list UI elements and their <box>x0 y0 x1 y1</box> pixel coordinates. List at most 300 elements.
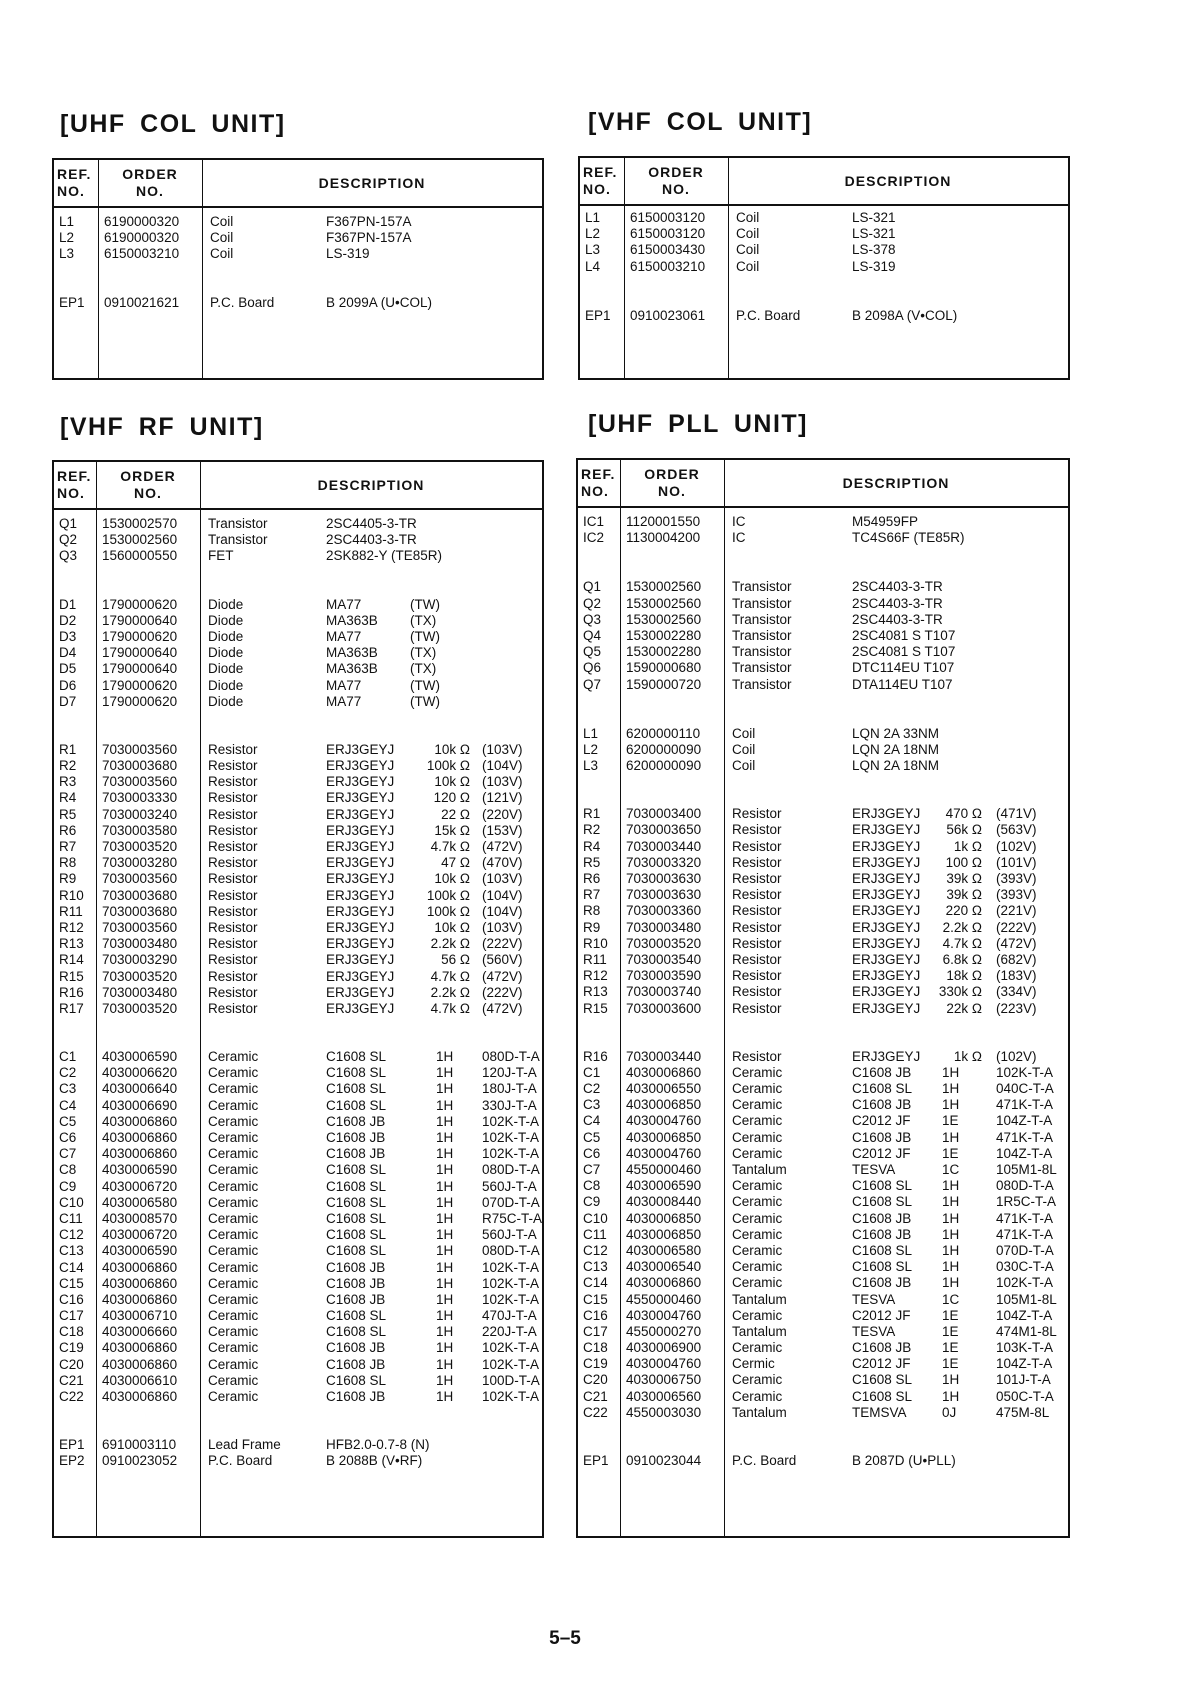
part-number: C1608 SL <box>326 1324 387 1340</box>
part-type: Ceramic <box>208 1259 259 1275</box>
order-no: 7030003240 <box>102 806 178 822</box>
part-type: FET <box>208 548 234 564</box>
table-row <box>578 1097 1068 1113</box>
table-row <box>54 1065 542 1081</box>
table-row <box>578 839 1068 855</box>
header-order <box>620 466 724 500</box>
order-no: 4030006900 <box>626 1340 702 1356</box>
order-no: 4030006690 <box>102 1097 178 1113</box>
order-no: 7030003560 <box>102 919 178 935</box>
part-code: 560J-T-A <box>482 1178 537 1194</box>
order-no: 7030003400 <box>626 806 702 822</box>
order-no: 4030006610 <box>102 1372 178 1388</box>
ref-no: C4 <box>583 1113 601 1129</box>
part-code: 1R5C-T-A <box>996 1194 1057 1210</box>
part-value: 1E <box>942 1307 959 1323</box>
table-row <box>54 1373 542 1389</box>
part-number: MA77 <box>326 628 362 644</box>
part-value: 1H <box>942 1194 960 1210</box>
order-no: 4030006860 <box>102 1259 178 1275</box>
ref-no: L1 <box>583 725 599 741</box>
part-type: Transistor <box>732 611 792 627</box>
ref-no: D5 <box>59 661 77 677</box>
part-type: Ceramic <box>208 1146 259 1162</box>
part-type: Resistor <box>732 854 782 870</box>
table-row <box>54 214 542 230</box>
part-value: 1H <box>436 1291 454 1307</box>
order-no: 4030006860 <box>102 1275 178 1291</box>
part-code: 104Z-T-A <box>996 1113 1053 1129</box>
part-value: 15k Ω <box>434 822 470 838</box>
part-value: 1H <box>436 1065 454 1081</box>
table-row <box>578 596 1068 612</box>
part-number: ERJ3GEYJ <box>326 936 395 952</box>
order-no: 7030003650 <box>626 822 702 838</box>
order-no: 4030006540 <box>626 1259 702 1275</box>
order-no: 4550003030 <box>626 1404 702 1420</box>
part-type: Ceramic <box>208 1227 259 1243</box>
ref-no: C10 <box>59 1194 84 1210</box>
part-code: (393V) <box>996 887 1037 903</box>
ref-no: R9 <box>59 871 77 887</box>
part-code: 104Z-T-A <box>996 1307 1053 1323</box>
part-code: 102K-T-A <box>482 1389 540 1404</box>
order-no: 7030003680 <box>102 887 178 903</box>
part-number: ERJ3GEYJ <box>852 968 921 984</box>
part-code: 471K-T-A <box>996 1129 1054 1145</box>
ref-no: EP2 <box>59 1453 85 1469</box>
header-order-line2: NO. <box>136 183 164 199</box>
parts-list <box>54 516 542 1470</box>
table-row <box>54 1340 542 1356</box>
part-number: ERJ3GEYJ <box>852 806 921 822</box>
page-number: 5–5 <box>549 1628 581 1649</box>
table-row <box>578 1372 1068 1388</box>
table-row <box>578 1389 1068 1405</box>
order-no: 7030003440 <box>626 838 702 854</box>
part-code: (472V) <box>996 935 1037 951</box>
part-number: C1608 SL <box>852 1372 913 1388</box>
part-number: 2SC4403-3-TR <box>852 611 943 627</box>
table-row <box>578 1227 1068 1243</box>
part-number: C1608 JB <box>326 1340 386 1356</box>
ref-no: R3 <box>59 774 77 790</box>
header-order <box>624 164 728 198</box>
order-no: 6190000320 <box>104 230 180 246</box>
part-value: 1H <box>436 1049 454 1065</box>
order-no: 1530002570 <box>102 516 178 531</box>
ref-no: C6 <box>59 1130 77 1145</box>
part-type: Transistor <box>732 627 792 643</box>
table-row <box>578 984 1068 1000</box>
vhf-col-table <box>578 156 1070 380</box>
part-value: 10k Ω <box>434 919 470 935</box>
part-number: C1608 SL <box>326 1049 387 1065</box>
ref-no: R1 <box>583 806 601 822</box>
part-type: IC <box>732 514 746 529</box>
ref-no: C18 <box>583 1340 608 1356</box>
ref-no: C21 <box>59 1372 84 1388</box>
order-no: 6190000320 <box>104 214 180 229</box>
part-number: C1608 JB <box>326 1146 386 1162</box>
part-value: 2.2k Ω <box>430 984 470 1000</box>
part-value: 1H <box>436 1340 454 1356</box>
table-row <box>54 1162 542 1178</box>
part-type: Ceramic <box>732 1178 783 1194</box>
part-number: ERJ3GEYJ <box>326 887 395 903</box>
table-row <box>578 1162 1068 1178</box>
table-row <box>54 597 542 613</box>
ref-no: C12 <box>59 1227 84 1243</box>
table-row <box>54 985 542 1001</box>
part-code: 474M1-8L <box>996 1323 1057 1339</box>
order-no: 6150003210 <box>104 246 180 262</box>
part-value: 1H <box>436 1372 454 1388</box>
part-type: Coil <box>732 741 756 757</box>
ref-no: D1 <box>59 596 77 612</box>
part-value: 330k Ω <box>938 984 982 1000</box>
order-no: 7030003560 <box>102 871 178 887</box>
ref-no: IC1 <box>583 514 605 529</box>
part-number: ERJ3GEYJ <box>852 854 921 870</box>
ref-no: R14 <box>59 952 84 968</box>
order-no: 7030003480 <box>102 936 178 952</box>
part-code: 102K-T-A <box>996 1064 1054 1080</box>
part-type: Ceramic <box>208 1210 259 1226</box>
part-number: ERJ3GEYJ <box>326 790 395 806</box>
part-type: Ceramic <box>732 1372 783 1388</box>
order-no: 6200000090 <box>626 741 702 757</box>
part-number: ERJ3GEYJ <box>326 919 395 935</box>
order-no: 4030006590 <box>102 1243 178 1259</box>
ref-no: R9 <box>583 919 601 935</box>
part-code: 102K-T-A <box>996 1275 1054 1291</box>
part-code: (222V) <box>996 919 1037 935</box>
part-number: ERJ3GEYJ <box>852 1000 921 1016</box>
part-number: M54959FP <box>852 514 919 529</box>
part-value: 1H <box>436 1113 454 1129</box>
ref-no: R16 <box>583 1048 608 1064</box>
ref-no: Q2 <box>59 532 78 548</box>
part-type: Ceramic <box>208 1372 259 1388</box>
part-code: (104V) <box>482 887 523 903</box>
part-type: Ceramic <box>208 1356 259 1372</box>
part-value: 1H <box>942 1226 960 1242</box>
part-type: Tantalum <box>732 1323 787 1339</box>
uhf-col-table <box>52 158 544 380</box>
part-type: Coil <box>736 242 760 258</box>
part-type: Tantalum <box>732 1162 787 1177</box>
part-type: Resistor <box>732 984 782 1000</box>
header-order-line1: ORDER <box>648 164 704 180</box>
ref-no: R2 <box>59 758 77 774</box>
ref-no: C20 <box>59 1356 84 1372</box>
table-row <box>54 548 542 564</box>
part-number: ERJ3GEYJ <box>326 774 395 790</box>
order-no: 1790000640 <box>102 612 178 628</box>
order-no: 7030003520 <box>626 935 702 951</box>
part-value: 1H <box>942 1210 960 1226</box>
order-no: 7030003360 <box>626 903 702 919</box>
part-type: Ceramic <box>732 1275 783 1291</box>
ref-no: Q7 <box>583 676 602 692</box>
part-number: ERJ3GEYJ <box>326 952 395 968</box>
part-type: Diode <box>208 677 244 693</box>
part-number: MA77 <box>326 677 362 693</box>
part-code: (472V) <box>482 839 523 854</box>
part-code: 105M1-8L <box>996 1291 1057 1307</box>
order-no: 7030003740 <box>626 984 702 1000</box>
part-type: Ceramic <box>208 1049 259 1065</box>
part-number: ERJ3GEYJ <box>326 871 395 887</box>
order-no: 1120001550 <box>626 514 701 529</box>
order-no: 4030004760 <box>626 1113 702 1129</box>
order-no: 7030003520 <box>102 839 178 854</box>
part-value: 470 Ω <box>945 806 982 822</box>
part-code: 050C-T-A <box>996 1388 1054 1404</box>
table-row <box>54 952 542 968</box>
part-value: 1H <box>942 1259 960 1275</box>
part-type: IC <box>732 530 746 546</box>
header-description: DESCRIPTION <box>318 175 426 191</box>
order-no: 7030003330 <box>102 790 178 806</box>
table-row <box>54 807 542 823</box>
part-type: Diode <box>208 645 244 661</box>
table-row <box>578 758 1068 774</box>
order-no: 6200000110 <box>626 725 701 741</box>
part-number: ERJ3GEYJ <box>852 935 921 951</box>
part-value: 1H <box>436 1081 454 1097</box>
table-row <box>578 903 1068 919</box>
part-type: Resistor <box>208 822 258 838</box>
part-number: MA77 <box>326 693 362 709</box>
table-row <box>580 242 1068 258</box>
part-type: Resistor <box>208 919 258 935</box>
part-value: 1H <box>436 1243 454 1259</box>
table-row <box>578 920 1068 936</box>
part-type: Transistor <box>208 516 268 531</box>
part-type: Ceramic <box>208 1130 259 1145</box>
table-row <box>54 1195 542 1211</box>
table-row <box>54 1324 542 1340</box>
part-type: Ceramic <box>208 1097 259 1113</box>
part-number: LQN 2A 18NM <box>852 758 940 774</box>
part-code: (103V) <box>482 919 523 935</box>
part-type: Resistor <box>732 887 782 903</box>
table-row <box>54 1260 542 1276</box>
table-row <box>578 806 1068 822</box>
part-code: (334V) <box>996 984 1037 1000</box>
ref-no: C21 <box>583 1388 608 1404</box>
header-order <box>96 468 200 502</box>
part-number: B 2099A (U•COL) <box>326 294 433 310</box>
ref-no: Q3 <box>583 611 602 627</box>
part-type: Resistor <box>208 952 258 968</box>
order-no: 7030003630 <box>626 871 702 886</box>
part-value: 1H <box>436 1227 454 1243</box>
part-value: 56k Ω <box>946 822 982 838</box>
order-no: 0910023052 <box>102 1453 178 1469</box>
part-type: Ceramic <box>732 1064 783 1080</box>
part-code: (103V) <box>482 871 523 887</box>
part-type: Transistor <box>732 660 792 676</box>
part-code: (472V) <box>482 968 523 984</box>
part-number: HFB2.0-0.7-8 (N) <box>326 1437 430 1453</box>
part-code: 220J-T-A <box>482 1324 537 1340</box>
ref-no: R16 <box>59 984 84 1000</box>
part-type: Tantalum <box>732 1291 787 1307</box>
part-number: ERJ3GEYJ <box>326 758 395 774</box>
header-ref-line2: NO. <box>581 483 609 499</box>
table-row <box>578 1178 1068 1194</box>
part-value: 4.7k Ω <box>942 935 982 951</box>
part-type: Resistor <box>732 951 782 967</box>
part-code: (222V) <box>482 936 523 952</box>
table-row <box>54 936 542 952</box>
table-row <box>578 952 1068 968</box>
ref-no: R7 <box>583 887 601 903</box>
order-no: 4030004760 <box>626 1356 702 1372</box>
part-number: B 2087D (U•PLL) <box>852 1453 956 1468</box>
part-number: C1608 SL <box>326 1178 387 1194</box>
part-code: (220V) <box>482 806 523 822</box>
part-value: 18k Ω <box>946 968 982 984</box>
part-code: 102K-T-A <box>482 1356 540 1372</box>
ref-no: C15 <box>59 1275 84 1291</box>
header-order-line2: NO. <box>658 483 686 499</box>
part-value: 22 Ω <box>441 806 470 822</box>
table-row <box>578 1194 1068 1210</box>
ref-no: R2 <box>583 822 601 838</box>
part-number: C1608 JB <box>852 1097 912 1113</box>
part-code: (560V) <box>482 952 523 968</box>
ref-no: EP1 <box>585 307 611 323</box>
table-row <box>54 246 542 262</box>
part-number: MA363B <box>326 612 378 628</box>
order-no: 4030006580 <box>102 1194 178 1210</box>
table-row <box>54 1357 542 1373</box>
part-number: TEMSVA <box>852 1404 907 1420</box>
part-value: 1H <box>942 1242 960 1258</box>
part-number: C1608 JB <box>326 1356 386 1372</box>
part-code: 080D-T-A <box>482 1162 540 1178</box>
part-type: Resistor <box>208 741 258 757</box>
part-number: 2SC4405-3-TR <box>326 516 417 531</box>
ref-no: L3 <box>585 242 601 258</box>
part-type: Resistor <box>208 758 258 774</box>
order-no: 4030006710 <box>102 1308 178 1324</box>
part-number: 2SC4403-3-TR <box>852 595 943 611</box>
part-code: 030C-T-A <box>996 1259 1054 1275</box>
ref-no: C7 <box>583 1162 601 1177</box>
part-value: 1H <box>942 1081 960 1097</box>
order-no: 1590000680 <box>626 660 702 676</box>
ref-no: R8 <box>583 903 601 919</box>
ref-no: D7 <box>59 693 77 709</box>
part-number: LS-321 <box>852 210 896 225</box>
part-number: F367PN-157A <box>326 214 412 229</box>
table-row <box>578 579 1068 595</box>
part-code: (101V) <box>996 854 1037 870</box>
header-order <box>98 166 202 200</box>
order-no: 4030006640 <box>102 1081 178 1097</box>
part-type: Resistor <box>732 935 782 951</box>
order-no: 7030003320 <box>626 854 702 870</box>
ref-no: R8 <box>59 855 77 871</box>
header-ref-line2: NO. <box>57 183 85 199</box>
part-value: (TX) <box>410 645 437 661</box>
header-ref-line1: REF. <box>57 468 92 484</box>
table-row <box>578 936 1068 952</box>
table-row <box>54 1130 542 1146</box>
table-row <box>578 1324 1068 1340</box>
part-type: Resistor <box>732 903 782 919</box>
table-row <box>54 871 542 887</box>
ref-no: C14 <box>59 1259 84 1275</box>
part-type: Transistor <box>208 532 268 548</box>
order-no: 1790000620 <box>102 596 178 612</box>
part-number: ERJ3GEYJ <box>852 951 921 967</box>
part-value: (TW) <box>410 596 440 612</box>
table-row <box>54 1098 542 1114</box>
ref-no: C11 <box>59 1210 83 1226</box>
part-type: Ceramic <box>732 1340 783 1356</box>
ref-no: L4 <box>585 258 601 274</box>
part-value: 120 Ω <box>433 790 470 806</box>
part-code: 101J-T-A <box>996 1372 1051 1388</box>
part-type: Resistor <box>208 839 258 854</box>
ref-no: C20 <box>583 1372 608 1388</box>
part-type: Diode <box>208 612 244 628</box>
ref-no: C1 <box>583 1064 601 1080</box>
order-no: 4030006860 <box>102 1356 178 1372</box>
ref-no: R5 <box>59 806 77 822</box>
part-number: LQN 2A 18NM <box>852 741 940 757</box>
table-row <box>54 1389 542 1405</box>
part-value: 0J <box>942 1404 957 1420</box>
part-code: (393V) <box>996 871 1037 886</box>
part-type: Diode <box>208 693 244 709</box>
ref-no: C19 <box>583 1356 608 1372</box>
part-type: Ceramic <box>208 1291 259 1307</box>
order-no: 1590000720 <box>626 676 702 692</box>
part-number: DTC114EU T107 <box>852 660 955 676</box>
part-type: Resistor <box>208 790 258 806</box>
order-no: 4030006560 <box>626 1388 702 1404</box>
part-type: Ceramic <box>208 1389 259 1404</box>
part-value: 1H <box>436 1275 454 1291</box>
order-no: 4030006860 <box>102 1291 178 1307</box>
part-value: 1H <box>942 1275 960 1291</box>
part-type: Coil <box>736 258 760 274</box>
part-value: 1H <box>942 1372 960 1388</box>
ref-no: C8 <box>59 1162 77 1178</box>
ref-no: C3 <box>583 1097 601 1113</box>
ref-no: L1 <box>59 214 75 229</box>
part-value: 47 Ω <box>441 855 470 871</box>
part-type: Ceramic <box>208 1194 259 1210</box>
part-type: P.C. Board <box>208 1453 273 1469</box>
part-number: MA77 <box>326 596 362 612</box>
order-no: 1530002560 <box>626 611 702 627</box>
part-value: 1H <box>942 1097 960 1113</box>
part-value: 1H <box>436 1389 454 1404</box>
part-number: LQN 2A 33NM <box>852 725 940 741</box>
table-row <box>54 855 542 871</box>
part-value: 1H <box>942 1178 960 1194</box>
order-no: 4030006850 <box>626 1129 702 1145</box>
part-number: C1608 JB <box>326 1130 386 1145</box>
